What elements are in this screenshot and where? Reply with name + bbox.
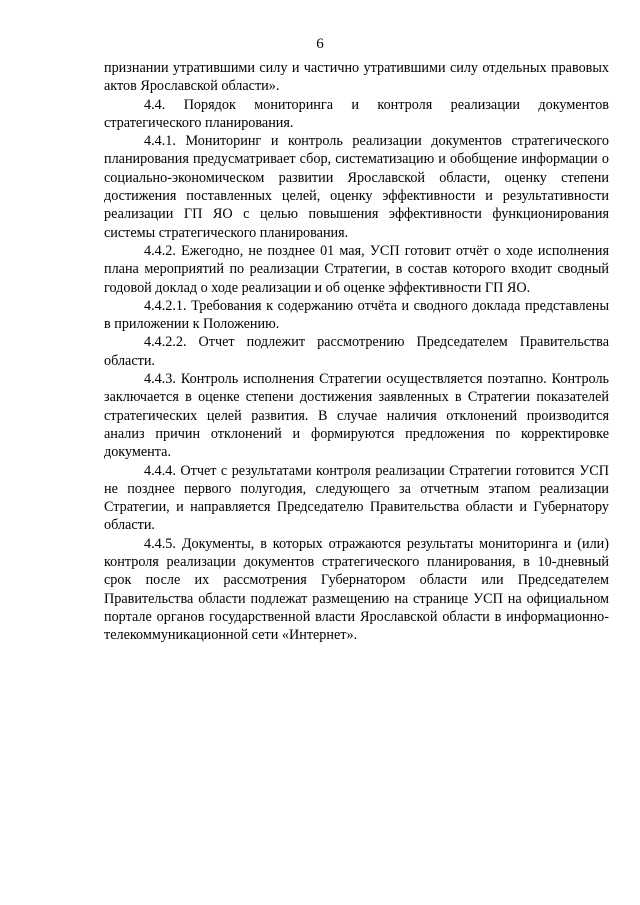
paragraph-4-4-2-2: 4.4.2.2. Отчет подлежит рассмотрению Председателем Правительства области. [104,334,609,369]
paragraph-4-4-2-1: 4.4.2.1. Требования к содержанию отчёта и сводного доклада представлены в приложении к Положению. [104,297,609,333]
paragraph-continuation: признании утратившими силу и частично утратившими силу отдельных правовых актов Ярославской области». [104,60,609,95]
paragraph-4-4-5: 4.4.5. Документы, в которых отражаются результаты мониторинга и (или) контроля реализации документов стратегического планирования, в 10-дневный срок после их рассмотрения Губернатором области или Председателем Правительства области подлежат размещению на странице УСП на официальном портале органов государственной власти Ярославской области в информационно-телекоммуникационной сети «Интернет». [104,535,609,644]
document-body [104,59,609,645]
paragraph-4-4-4: 4.4.4. Отчет с результатами контроля реализации Стратегии готовится УСП не позднее первого полугодия, следующего за отчетным этапом реализации Стратегии, и направляется Председателю Правительства области и Губернатору области. [104,462,609,534]
paragraph-4-4: 4.4. Порядок мониторинга и контроля реализации документов стратегического планирования. [104,96,609,131]
paragraph-4-4-1: 4.4.1. Мониторинг и контроль реализации документов стратегического планирования предусматривает сбор, систематизацию и обобщение информации о социально-экономическом развитии Ярославской области, оценку степени достижения поставленных целей, оценку эффективности и результативности реализации ГП ЯО с целью повышения эффективности функционирования системы стратегического планирования. [104,133,609,241]
page-number: 6 [316,36,324,52]
paragraph-4-4-2: 4.4.2. Ежегодно, не позднее 01 мая, УСП готовит отчёт о ходе исполнения плана мероприятий по реализации Стратегии, в состав которого входит сводный годовой доклад о ходе реализации и об оценке эффективности ГП ЯО. [104,242,609,296]
paragraph-4-4-3: 4.4.3. Контроль исполнения Стратегии осуществляется поэтапно. Контроль заключается в оценке степени достижения заявленных в Стратегии показателей стратегических целей развития. В случае наличия отклонений производится анализ причин отклонений и формируются предложения по корректировке документа. [104,371,609,461]
